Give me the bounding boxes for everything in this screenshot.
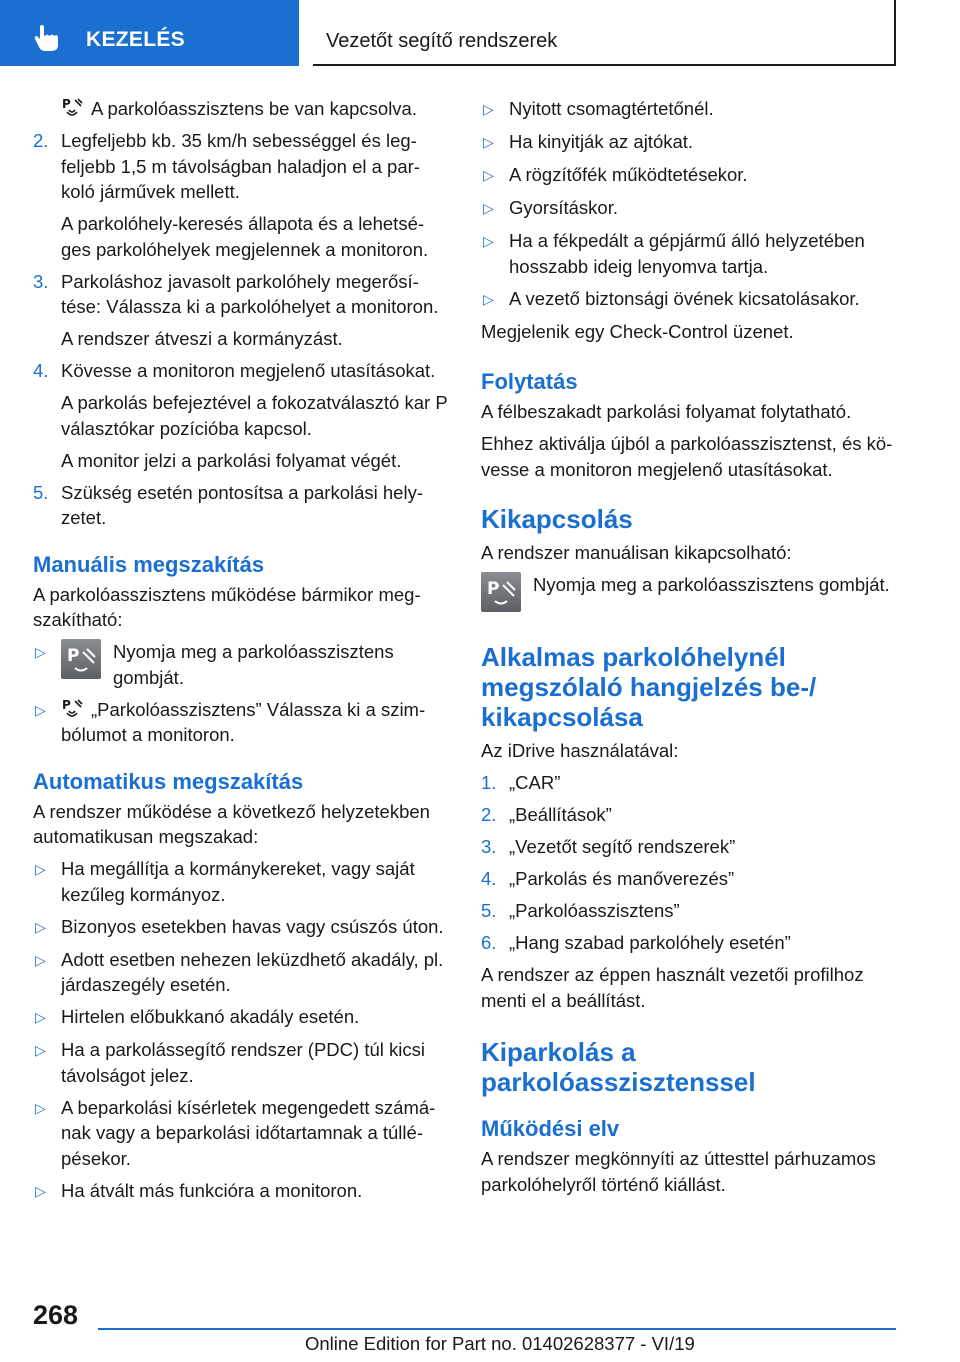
hand-pointer-icon <box>34 24 64 52</box>
heading-auto-interrupt: Automatikus megszakítás <box>33 768 304 794</box>
step-text: „Vezetőt segítő rendszerek” <box>509 836 736 857</box>
triangle-bullet-icon: ▷ <box>35 1009 46 1025</box>
step-number: 5. <box>33 481 49 503</box>
parking-assistant-button-icon <box>61 639 101 679</box>
step-text: „Parkolás és manőverezés” <box>509 868 735 889</box>
bullet-text: Bizonyos esetekben havas vagy csúszós úton. <box>61 915 444 937</box>
triangle-bullet-icon: ▷ <box>483 233 494 249</box>
bullet-item <box>481 286 899 313</box>
bullet-item <box>481 195 899 222</box>
paragraph: Megjelenik egy Check-Control üzenet. <box>481 320 794 342</box>
svg-text:P: P <box>62 97 71 111</box>
step-number: 3. <box>33 270 49 292</box>
step-number: 2. <box>33 130 49 151</box>
bullet-item <box>33 1095 451 1172</box>
step-text: Szükség esetén pontosítsa a parkolási hely- zetet. <box>61 481 423 528</box>
step-item <box>481 770 899 796</box>
bullet-text: Nyitott csomagtértetőnél. <box>509 98 714 119</box>
intro-line <box>33 96 451 122</box>
svg-text:P: P <box>62 697 71 712</box>
triangle-bullet-icon: ▷ <box>35 644 46 660</box>
bullet-item <box>33 697 451 748</box>
triangle-bullet-icon: ▷ <box>35 1182 46 1199</box>
paragraph: A rendszer működése a következő helyzetekben automatikusan megszakad: <box>33 800 430 847</box>
step-item <box>481 802 899 828</box>
bullet-text: Ha kinyitják az ajtókat. <box>509 131 694 152</box>
triangle-bullet-icon: ▷ <box>35 1042 46 1058</box>
heading-continue: Folytatás <box>481 369 578 394</box>
step-text: Parkoláshoz javasolt parkolóhely megerősí- tése: Válassza ki a parkolóhelyet a monitoron. <box>61 270 439 317</box>
bullet-text: Adott esetben nehezen leküzdhető akadály, pl. járdaszegély esetén. <box>61 948 444 995</box>
step-item <box>33 128 451 205</box>
paragraph: A félbeszakadt parkolási folyamat folytatható. <box>481 401 852 422</box>
bullet-item <box>33 639 451 690</box>
triangle-bullet-icon: ▷ <box>35 951 46 968</box>
step-item <box>33 480 451 531</box>
step-item <box>481 930 899 956</box>
left-column <box>33 96 451 1211</box>
triangle-bullet-icon: ▷ <box>483 167 494 183</box>
step-item <box>33 358 451 384</box>
bullet-text: Ha átvált más funkcióra a monitoron. <box>61 1179 363 1201</box>
step-item <box>481 898 899 924</box>
bullet-text: „Parkolóasszisztens” Válassza ki a szim- bólumot a monitoron. <box>61 698 426 745</box>
button-instruction <box>481 572 899 612</box>
heading-switch-off: Kikapcsolás <box>481 504 633 534</box>
bullet-item <box>33 947 451 998</box>
bullet-text: A rögzítőfék működtetésekor. <box>509 164 748 185</box>
step-item <box>481 834 899 860</box>
step-number: 3. <box>481 836 497 857</box>
bullet-item <box>33 914 451 941</box>
step-text: „Beállítások” <box>509 804 612 825</box>
step-number: 4. <box>33 360 49 381</box>
bullet-item <box>481 129 899 156</box>
bullet-item <box>33 1178 451 1205</box>
bullet-item <box>481 162 899 189</box>
step-number: 1. <box>481 772 497 793</box>
header-chapter-box <box>313 0 896 66</box>
triangle-bullet-icon: ▷ <box>35 1099 46 1116</box>
bullet-text: Ha a parkolássegítő rendszer (PDC) túl kicsi távolságot jelez. <box>61 1039 425 1086</box>
step-text: „Parkolóasszisztens” <box>509 900 680 921</box>
bullet-item <box>481 228 899 279</box>
edition-text: Online Edition for Part no. 01402628377 - VI/19 <box>305 1333 695 1354</box>
footer-divider <box>98 1328 896 1330</box>
paragraph: A parkolóasszisztens működése bármikor meg- szakítható: <box>33 583 421 630</box>
step-note: A parkolóhely-keresés állapota és a lehetsé- ges parkolóhelyek megjelennek a monitoron. <box>61 213 429 260</box>
step-note: A rendszer átveszi a kormányzást. <box>61 328 343 349</box>
step-text: „Hang szabad parkolóhely esetén” <box>509 932 791 953</box>
step-number: 6. <box>481 932 497 953</box>
triangle-bullet-icon: ▷ <box>483 290 494 307</box>
step-text: Legfeljebb kb. 35 km/h sebességgel és leg- feljebb 1,5 m távolságban haladjon el a par- koló járművek mellett. <box>61 130 420 202</box>
bullet-text: Hirtelen előbukkanó akadály esetén. <box>61 1006 360 1027</box>
bullet-text: Gyorsításkor. <box>509 197 618 218</box>
bullet-item <box>481 96 899 123</box>
paragraph: A rendszer megkönnyíti az úttesttel párhuzamos parkolóhelyről történő kiállást. <box>481 1148 876 1195</box>
heading-manual-interrupt: Manuális megszakítás <box>33 551 265 577</box>
step-note: A parkolás befejeztével a fokozatválasztó kar P választókar pozícióba kapcsol. <box>61 392 448 439</box>
parking-assistant-icon <box>61 96 83 118</box>
paragraph: A rendszer manuálisan kikapcsolható: <box>481 542 792 563</box>
instruction-text: Nyomja meg a parkolóasszisztens gombját. <box>533 574 890 595</box>
step-number: 4. <box>481 868 497 889</box>
step-number: 2. <box>481 804 497 825</box>
step-item <box>481 866 899 892</box>
step-number: 5. <box>481 900 497 921</box>
bullet-item <box>33 1004 451 1031</box>
triangle-bullet-icon: ▷ <box>35 861 46 877</box>
heading-exit-parking: Kiparkolás a parkolóasszisztenssel <box>481 1037 756 1097</box>
subheading-principle: Működési elv <box>481 1116 620 1141</box>
paragraph: A rendszer az éppen használt vezetői profilhoz menti el a beállítást. <box>481 964 864 1011</box>
step-item <box>33 269 451 320</box>
step-text: „CAR” <box>509 772 561 793</box>
bullet-item <box>33 1037 451 1088</box>
svg-text:P: P <box>67 646 80 666</box>
heading-sound-toggle: Alkalmas parkolóhelynél megszólaló hangjelzés be-/ kikapcsolása <box>481 642 817 732</box>
bullet-text: A beparkolási kísérletek megengedett számá- nak vagy a beparkolási időtartamnak a túllé- pésekor. <box>61 1096 436 1169</box>
header-section-tab <box>0 0 299 66</box>
chapter-title: Vezetőt segítő rendszerek <box>326 30 558 52</box>
triangle-bullet-icon: ▷ <box>35 701 46 718</box>
parking-assistant-icon <box>61 697 83 719</box>
bullet-text: A vezető biztonsági övének kicsatolásakor. <box>509 287 860 309</box>
triangle-bullet-icon: ▷ <box>483 200 494 216</box>
page-number: 268 <box>33 1300 79 1330</box>
triangle-bullet-icon: ▷ <box>35 918 46 935</box>
step-text: Kövesse a monitoron megjelenő utasításokat. <box>61 360 436 381</box>
intro-text: A parkolóasszisztens be van kapcsolva. <box>91 98 417 119</box>
paragraph: Az iDrive használatával: <box>481 740 679 761</box>
bullet-text: Ha megállítja a kormánykereket, vagy saját kezűleg kormányoz. <box>61 858 415 905</box>
bullet-text: Nyomja meg a parkolóasszisztens gombját. <box>113 641 394 688</box>
right-column <box>481 96 899 1204</box>
bullet-text: Ha a fékpedált a gépjármű álló helyzetében hosszabb ideig lenyomva tartja. <box>509 230 865 277</box>
parking-assistant-button-icon <box>481 572 521 612</box>
triangle-bullet-icon: ▷ <box>483 134 494 150</box>
bullet-item <box>33 856 451 907</box>
step-note: A monitor jelzi a parkolási folyamat végét. <box>61 449 402 471</box>
section-title: KEZELÉS <box>86 28 185 51</box>
triangle-bullet-icon: ▷ <box>483 101 494 117</box>
svg-text:P: P <box>487 579 500 599</box>
paragraph: Ehhez aktiválja újból a parkolóasszisztenst, és kö- vesse a monitoron megjelenő utasításokat. <box>481 433 893 480</box>
